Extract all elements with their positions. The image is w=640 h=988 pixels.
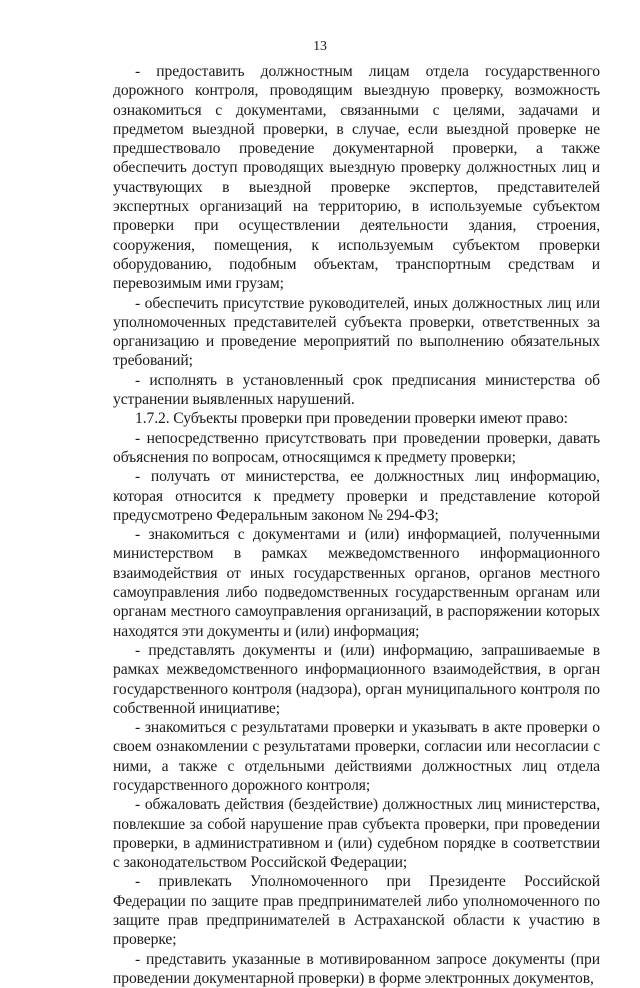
paragraph: - исполнять в установленный срок предписания министерства об устранении выявленных нарушений. [113,371,600,409]
paragraph: - непосредственно присутствовать при проведении проверки, давать объяснения по вопросам, относящимся к предмету проверки; [113,429,600,466]
document-body [113,62,600,988]
page-number: 13 [313,39,327,54]
paragraph: - представить указанные в мотивированном запросе документы (при проведении документарной проверки) в форме электронных документов, [113,950,600,987]
paragraph: - получать от министерства, ее должностных лиц информацию, которая относится к предмету проверки и представление которой предусмотрено Федеральным законом № 294-ФЗ; [113,468,600,524]
paragraph: - представлять документы и (или) информацию, запрашиваемые в рамках межведомственного информационного взаимодействия, в орган государственного контроля (надзора), орган муниципального контроля по собственной инициативе; [113,641,600,717]
paragraph: - предоставить должностным лицам отдела государственного дорожного контроля, проводящим выездную проверку, возможность ознакомиться с документами, связанными с целями, задачами и предметом выездной проверки, в случае, если выездной проверке не предшествовало проведение документарной проверки, а также обеспечить доступ проводящих выездную проверку должностных лиц и участвующих в выездной проверке экспертов, представителей экспертных организаций на территорию, в используемые субъектом проверки при осуществлении деятельности здания, строения, сооружения, помещения, к используемым субъектом проверки оборудованию, подобным объектам, транспортным средствам и перевозимым ими грузам; [113,63,600,293]
paragraph: - знакомиться с документами и (или) информацией, полученными министерством в рамках межведомственного информационного взаимодействия от иных государственных органов, органов местного самоуправления либо подведомственных государственным органам или органам местного самоуправления организаций, в распоряжении которых находятся эти документы и (или) информация; [113,526,600,640]
paragraph: - привлекать Уполномоченного при Президенте Российской Федерации по защите прав предпринимателей либо уполномоченного по защите прав предпринимателей в Астраханской области к участию в проверке; [113,873,600,949]
paragraph: - знакомиться с результатами проверки и указывать в акте проверки о своем ознакомлении с результатами проверки, согласии или несогласии с ними, а также с отдельными действиями должностных лиц отдела государственного дорожного контроля; [113,719,600,794]
paragraph: - обеспечить присутствие руководителей, иных должностных лиц или уполномоченных представителей субъекта проверки, ответственных за организацию и проведение мероприятий по выполнению обязательных требований; [113,294,600,370]
paragraph: 1.7.2. Субъекты проверки при проведении проверки имеют право: [135,410,568,428]
paragraph: - обжаловать действия (бездействие) должностных лиц министерства, повлекшие за собой нарушение прав субъекта проверки, при проведении проверки, в административном и (или) судебном порядке в соответствии с законодательством Российской Федерации; [113,796,600,872]
